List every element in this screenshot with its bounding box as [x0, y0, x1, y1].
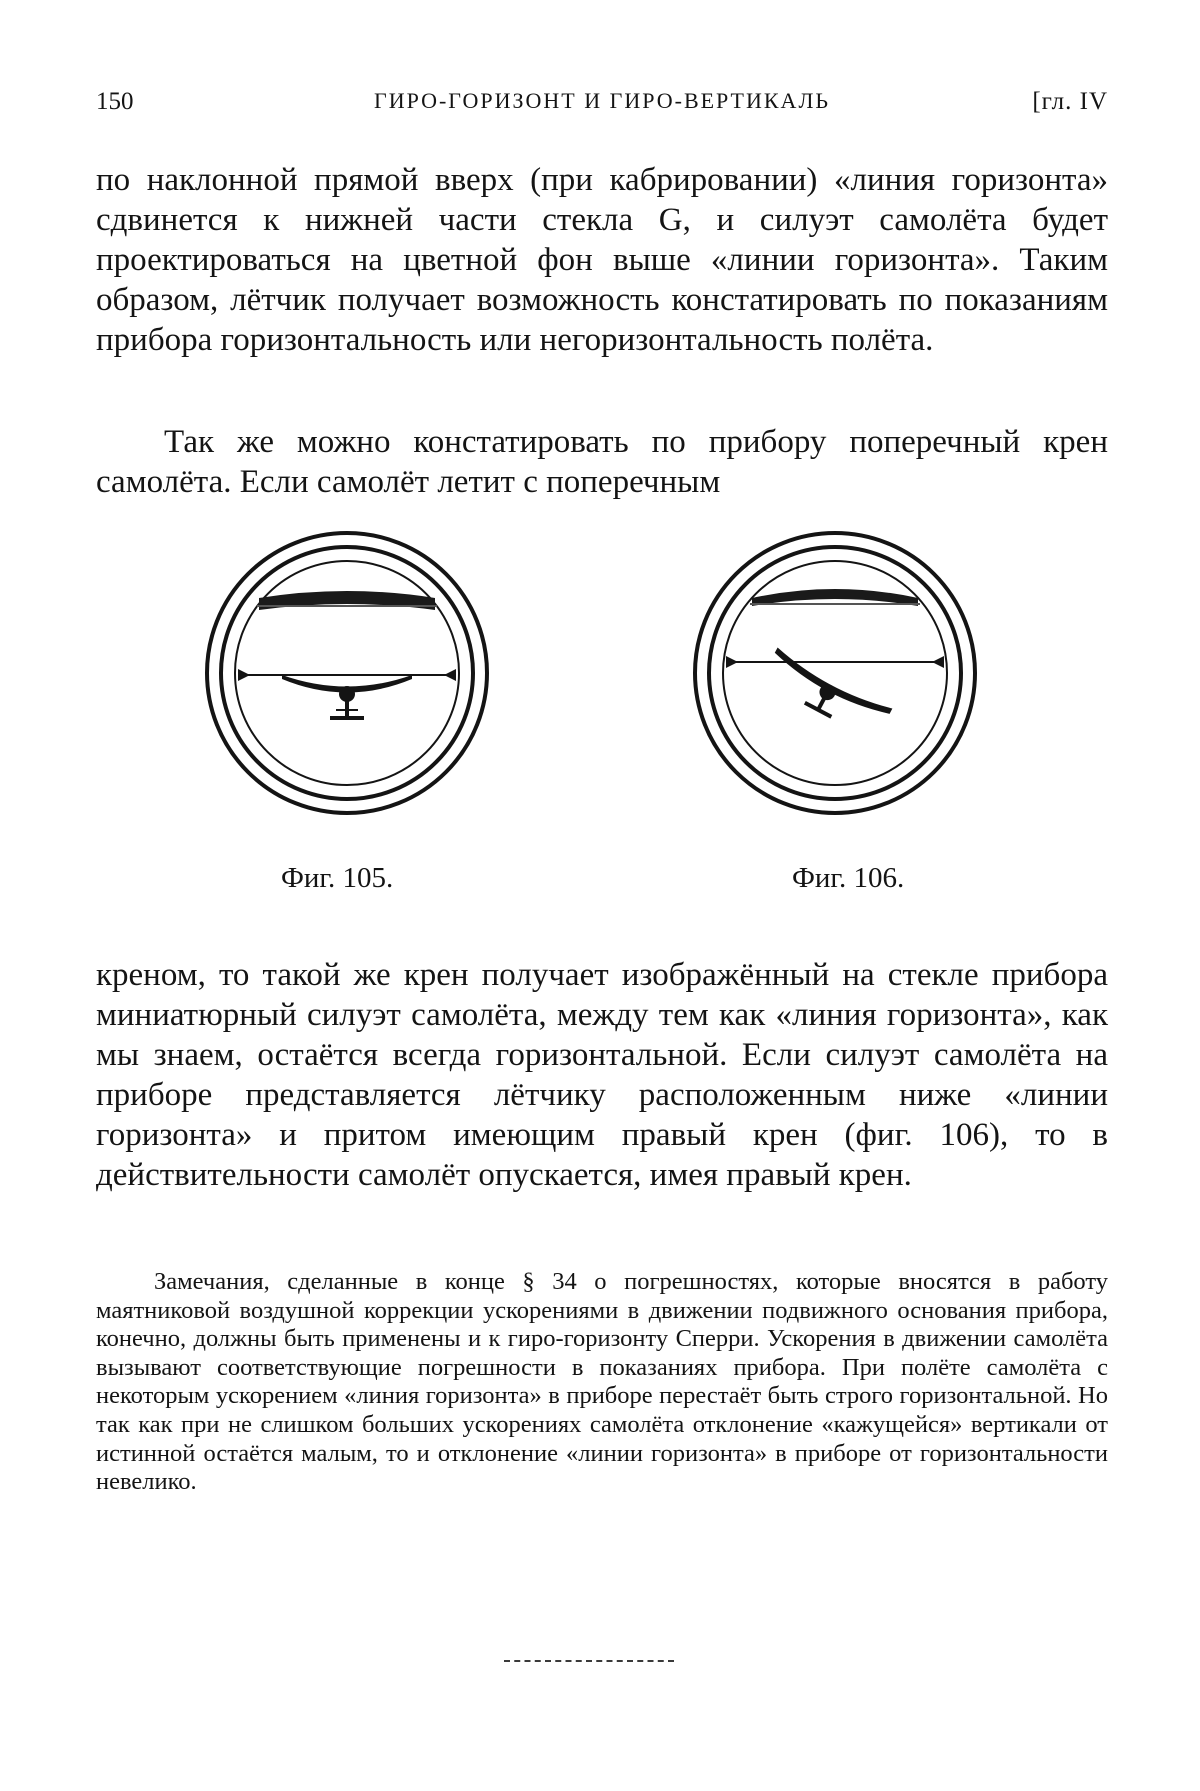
end-rule-divider [504, 1660, 674, 1662]
page-number: 150 [96, 88, 134, 115]
figure-106-caption: Фиг. 106. [792, 862, 905, 894]
figure-105-caption: Фиг. 105. [281, 862, 394, 894]
small-print-note: Замечания, сделанные в конце § 34 о погрешностях, которые вносятся в работу маятниковой воздушной коррекции ускорениями в движении подвижного основания прибора, конечно, должны быть применены и к гиро-горизонту Сперри. Ускорения в движении самолёта вызывают соответствующие погрешности в показаниях прибора. При полёте самолёта с некоторым ускорением «линия горизонта» в приборе перестаёт быть строго горизонтальной. Но так как при не слишком больших ускорениях самолёта отклонение «кажущейся» вертикали от истинной остаётся малым, то и отклонение «линии горизонта» в приборе от горизонтальности невелико. [96, 1268, 1108, 1496]
figure-106-gyro-horizon-right-bank [690, 528, 980, 818]
paragraph-1: по наклонной прямой вверх (при кабрировании) «линия горизонта» сдвинется к нижней части стекла G, и силуэт самолёта будет проектироваться на цветной фон выше «линии горизонта». Таким образом, лётчик получает возможность констатировать по показаниям прибора горизонтальность или негоризонтальность полёта. [96, 162, 1108, 358]
gyro-horizon-dial-bank-icon [690, 528, 980, 818]
chapter-marker: [гл. IV [1032, 88, 1108, 115]
paragraph-3: креном, то такой же крен получает изображённый на стекле прибора миниатюрный силуэт самолёта, между тем как «линия горизонта», как мы знаем, остаётся всегда горизонтальной. Если силуэт самолёта на приборе представляется лётчику расположенным ниже «линии горизонта» и притом имеющим правый крен (фиг. 106), то в действительности самолёт опускается, имея правый крен. [96, 957, 1108, 1193]
gyro-horizon-dial-level-icon [202, 528, 492, 818]
figure-105-gyro-horizon-level [202, 528, 492, 818]
page-header [96, 88, 1108, 128]
running-title: ГИРО-ГОРИЗОНТ И ГИРО-ВЕРТИКАЛЬ [373, 88, 830, 113]
paragraph-2: Так же можно констатировать по прибору поперечный крен самолёта. Если самолёт летит с поперечным [96, 424, 1108, 500]
